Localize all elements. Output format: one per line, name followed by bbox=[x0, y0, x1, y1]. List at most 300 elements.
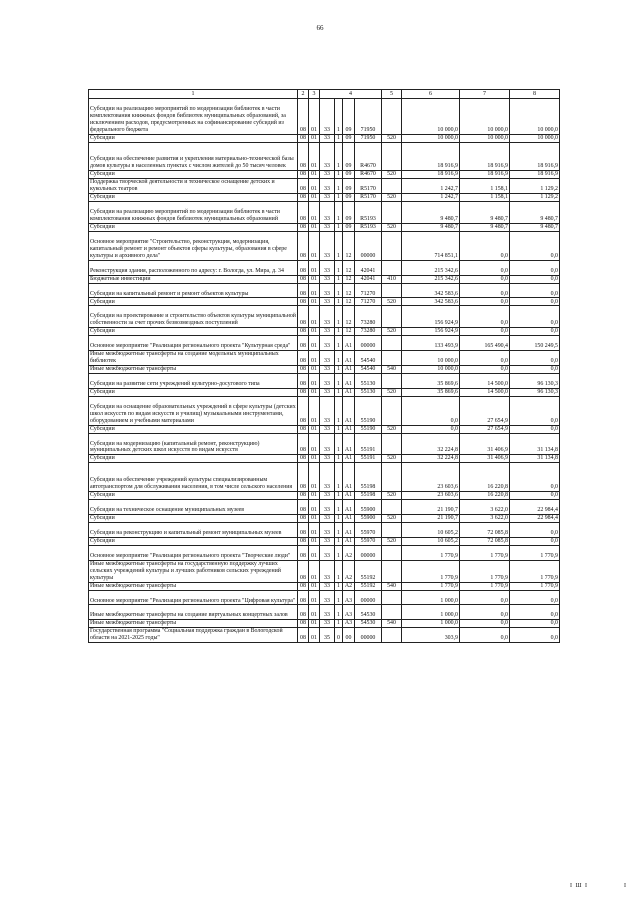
row-name-cell: Субсидии bbox=[89, 455, 298, 463]
row-value-cell: 18 916,9 bbox=[402, 142, 460, 171]
row-value-cell: 08 bbox=[298, 396, 309, 425]
row-value-cell: 540 bbox=[382, 620, 402, 628]
row-name-cell: Субсидии на реконструкцию и капитальный ремонт муниципальных музеев bbox=[89, 522, 298, 537]
row-value-cell: 55130 bbox=[355, 388, 382, 396]
row-value-cell: 1 bbox=[335, 275, 343, 283]
row-value-cell: 33 bbox=[320, 522, 335, 537]
row-value-cell: 0,0 bbox=[510, 328, 560, 336]
row-value-cell: A1 bbox=[343, 336, 355, 351]
row-value-cell: 08 bbox=[298, 463, 309, 492]
row-value-cell: 35 869,6 bbox=[402, 374, 460, 389]
row-value-cell: 1 bbox=[335, 620, 343, 628]
row-value-cell bbox=[382, 260, 402, 275]
row-value-cell: 342 583,6 bbox=[402, 283, 460, 298]
row-value-cell: 73280 bbox=[355, 306, 382, 328]
row-value-cell: 33 bbox=[320, 223, 335, 231]
row-value-cell: 01 bbox=[309, 231, 320, 260]
row-value-cell: 55190 bbox=[355, 396, 382, 425]
row-value-cell: 09 bbox=[343, 202, 355, 224]
row-value-cell: 31 406,9 bbox=[460, 433, 510, 455]
row-value-cell: A1 bbox=[343, 492, 355, 500]
row-value-cell bbox=[382, 231, 402, 260]
row-value-cell: A1 bbox=[343, 388, 355, 396]
row-value-cell: 09 bbox=[343, 134, 355, 142]
row-value-cell: 1 129,2 bbox=[510, 194, 560, 202]
row-value-cell: 1 bbox=[335, 179, 343, 194]
row-value-cell: 42041 bbox=[355, 260, 382, 275]
row-value-cell: 33 bbox=[320, 231, 335, 260]
row-value-cell: 09 bbox=[343, 194, 355, 202]
row-value-cell: 31 134,8 bbox=[510, 455, 560, 463]
row-value-cell: 08 bbox=[298, 522, 309, 537]
row-value-cell: 0,0 bbox=[510, 351, 560, 366]
row-value-cell: 1 bbox=[335, 366, 343, 374]
row-value-cell: 01 bbox=[309, 134, 320, 142]
row-value-cell: 33 bbox=[320, 283, 335, 298]
row-value-cell: 55191 bbox=[355, 433, 382, 455]
row-value-cell: R5170 bbox=[355, 179, 382, 194]
table-row bbox=[89, 522, 560, 537]
row-value-cell: 0,0 bbox=[510, 366, 560, 374]
row-value-cell: 54530 bbox=[355, 605, 382, 620]
row-value-cell: 01 bbox=[309, 171, 320, 179]
row-value-cell: 1 770,9 bbox=[460, 560, 510, 582]
row-value-cell: 01 bbox=[309, 223, 320, 231]
row-value-cell: 1 bbox=[335, 492, 343, 500]
row-value-cell: 0,0 bbox=[510, 605, 560, 620]
row-value-cell: 1 158,1 bbox=[460, 179, 510, 194]
row-value-cell: 08 bbox=[298, 628, 309, 643]
header-cell: 3 bbox=[309, 90, 320, 99]
row-value-cell: 01 bbox=[309, 582, 320, 590]
row-value-cell: 33 bbox=[320, 492, 335, 500]
row-value-cell: R4670 bbox=[355, 142, 382, 171]
row-value-cell: 33 bbox=[320, 560, 335, 582]
row-name-cell: Субсидии bbox=[89, 134, 298, 142]
row-value-cell: 520 bbox=[382, 537, 402, 545]
row-value-cell: 520 bbox=[382, 388, 402, 396]
table-row bbox=[89, 582, 560, 590]
row-value-cell: 0,0 bbox=[510, 298, 560, 306]
row-value-cell bbox=[382, 306, 402, 328]
row-value-cell: 22 984,4 bbox=[510, 514, 560, 522]
row-value-cell: 42041 bbox=[355, 275, 382, 283]
row-value-cell: 1 bbox=[335, 545, 343, 560]
row-value-cell: 08 bbox=[298, 171, 309, 179]
row-value-cell: 18 916,9 bbox=[402, 171, 460, 179]
row-value-cell: 9 480,7 bbox=[460, 202, 510, 224]
table-row bbox=[89, 328, 560, 336]
table-row bbox=[89, 194, 560, 202]
row-name-cell: Иные межбюджетные трансферты bbox=[89, 582, 298, 590]
row-value-cell: 520 bbox=[382, 328, 402, 336]
row-value-cell: 156 924,9 bbox=[402, 328, 460, 336]
row-value-cell: A1 bbox=[343, 522, 355, 537]
row-value-cell: 08 bbox=[298, 590, 309, 605]
row-value-cell: 1 bbox=[335, 522, 343, 537]
row-value-cell: 1 bbox=[335, 223, 343, 231]
row-value-cell: 33 bbox=[320, 194, 335, 202]
table-row bbox=[89, 433, 560, 455]
row-value-cell: 01 bbox=[309, 142, 320, 171]
row-value-cell: 1 bbox=[335, 425, 343, 433]
row-name-cell: Поддержка творческой деятельности и техническое оснащение детских и кукольных театров bbox=[89, 179, 298, 194]
row-value-cell: 33 bbox=[320, 171, 335, 179]
row-value-cell: 1 bbox=[335, 298, 343, 306]
row-value-cell: 9 480,7 bbox=[402, 223, 460, 231]
row-value-cell: 1 bbox=[335, 582, 343, 590]
row-value-cell: 1 bbox=[335, 142, 343, 171]
row-value-cell: 08 bbox=[298, 545, 309, 560]
row-value-cell: 33 bbox=[320, 388, 335, 396]
row-value-cell: 0,0 bbox=[460, 260, 510, 275]
row-value-cell: 55192 bbox=[355, 560, 382, 582]
table-row bbox=[89, 463, 560, 492]
row-value-cell: 0,0 bbox=[510, 492, 560, 500]
row-value-cell: 0,0 bbox=[460, 628, 510, 643]
row-value-cell: 0,0 bbox=[510, 425, 560, 433]
row-value-cell: 01 bbox=[309, 366, 320, 374]
row-value-cell: 0,0 bbox=[460, 298, 510, 306]
row-value-cell bbox=[382, 351, 402, 366]
row-value-cell: 215 342,6 bbox=[402, 260, 460, 275]
row-value-cell: 33 bbox=[320, 514, 335, 522]
header-cell: 7 bbox=[460, 90, 510, 99]
row-value-cell: 0,0 bbox=[510, 260, 560, 275]
row-value-cell: 32 224,8 bbox=[402, 455, 460, 463]
row-value-cell: R5193 bbox=[355, 202, 382, 224]
row-value-cell: 08 bbox=[298, 605, 309, 620]
row-value-cell bbox=[382, 202, 402, 224]
table-row bbox=[89, 275, 560, 283]
table-row bbox=[89, 537, 560, 545]
row-value-cell: 12 bbox=[343, 283, 355, 298]
row-value-cell: 08 bbox=[298, 179, 309, 194]
row-value-cell: 0,0 bbox=[510, 396, 560, 425]
table-row bbox=[89, 366, 560, 374]
row-value-cell: 33 bbox=[320, 374, 335, 389]
row-value-cell bbox=[382, 433, 402, 455]
row-value-cell: 01 bbox=[309, 283, 320, 298]
row-value-cell: 55192 bbox=[355, 582, 382, 590]
row-value-cell bbox=[382, 590, 402, 605]
row-value-cell: 0,0 bbox=[460, 231, 510, 260]
row-value-cell: 1 bbox=[335, 171, 343, 179]
row-value-cell: 08 bbox=[298, 560, 309, 582]
row-value-cell bbox=[382, 396, 402, 425]
row-value-cell: 133 493,9 bbox=[402, 336, 460, 351]
header-cell: 2 bbox=[298, 90, 309, 99]
row-value-cell: 33 bbox=[320, 351, 335, 366]
row-value-cell: 520 bbox=[382, 171, 402, 179]
row-value-cell: 0,0 bbox=[510, 283, 560, 298]
row-value-cell: 01 bbox=[309, 306, 320, 328]
row-value-cell: A1 bbox=[343, 396, 355, 425]
row-value-cell: 14 500,0 bbox=[460, 374, 510, 389]
budget-table bbox=[88, 89, 560, 643]
row-value-cell: 27 654,9 bbox=[460, 425, 510, 433]
row-value-cell: 1 bbox=[335, 374, 343, 389]
row-value-cell: 09 bbox=[343, 223, 355, 231]
row-value-cell: 16 220,8 bbox=[460, 492, 510, 500]
row-value-cell: 55198 bbox=[355, 492, 382, 500]
row-value-cell: 54540 bbox=[355, 351, 382, 366]
row-value-cell: 1 bbox=[335, 336, 343, 351]
header-row bbox=[89, 90, 560, 99]
row-value-cell: 1 158,1 bbox=[460, 194, 510, 202]
row-value-cell: 0,0 bbox=[460, 605, 510, 620]
row-value-cell: 12 bbox=[343, 231, 355, 260]
row-value-cell: 0,0 bbox=[510, 620, 560, 628]
row-value-cell: 0,0 bbox=[510, 306, 560, 328]
row-value-cell: 1 bbox=[335, 463, 343, 492]
row-value-cell: 08 bbox=[298, 260, 309, 275]
row-value-cell: 1 770,9 bbox=[460, 545, 510, 560]
row-value-cell: 9 480,7 bbox=[510, 223, 560, 231]
row-name-cell: Субсидии на обеспечение учреждений культуры специализированным автотранспортом для обслуживания населения, в том числе сельского населения bbox=[89, 463, 298, 492]
row-name-cell: Субсидии на проектирование и строительство объектов культуры муниципальной собственности за счет прочих безвозмездных поступлений bbox=[89, 306, 298, 328]
row-value-cell: 520 bbox=[382, 223, 402, 231]
row-value-cell: 54540 bbox=[355, 366, 382, 374]
row-value-cell: 33 bbox=[320, 366, 335, 374]
table-row bbox=[89, 283, 560, 298]
row-value-cell: 12 bbox=[343, 260, 355, 275]
row-value-cell: 08 bbox=[298, 202, 309, 224]
table-row bbox=[89, 388, 560, 396]
table-row bbox=[89, 306, 560, 328]
row-value-cell: R4670 bbox=[355, 171, 382, 179]
row-value-cell: 10 000,0 bbox=[510, 99, 560, 135]
row-value-cell: A1 bbox=[343, 374, 355, 389]
row-value-cell: 01 bbox=[309, 500, 320, 515]
row-value-cell bbox=[382, 179, 402, 194]
row-value-cell: A3 bbox=[343, 620, 355, 628]
row-value-cell: 08 bbox=[298, 134, 309, 142]
row-value-cell bbox=[382, 336, 402, 351]
row-value-cell: 23 603,6 bbox=[402, 492, 460, 500]
row-value-cell: 215 342,6 bbox=[402, 275, 460, 283]
row-value-cell: 33 bbox=[320, 545, 335, 560]
row-value-cell: 0,0 bbox=[402, 396, 460, 425]
row-value-cell: 10 000,0 bbox=[510, 134, 560, 142]
row-value-cell: 01 bbox=[309, 455, 320, 463]
row-value-cell: 01 bbox=[309, 202, 320, 224]
row-name-cell: Субсидии на обеспечение развития и укрепления материально-технической базы домов культуры в населенных пунктах с числом жителей до 50 тысяч человек bbox=[89, 142, 298, 171]
row-value-cell: 01 bbox=[309, 374, 320, 389]
row-value-cell: 08 bbox=[298, 142, 309, 171]
row-value-cell bbox=[382, 500, 402, 515]
row-name-cell: Основное мероприятие "Реализация регионального проекта "Творческие люди" bbox=[89, 545, 298, 560]
row-value-cell: 31 134,8 bbox=[510, 433, 560, 455]
row-value-cell: 540 bbox=[382, 582, 402, 590]
row-value-cell: 33 bbox=[320, 463, 335, 492]
row-value-cell: 08 bbox=[298, 582, 309, 590]
row-value-cell: 09 bbox=[343, 171, 355, 179]
row-value-cell: 1 bbox=[335, 194, 343, 202]
row-name-cell: Субсидии bbox=[89, 298, 298, 306]
header-cell: 4 bbox=[320, 90, 382, 99]
row-value-cell: 55191 bbox=[355, 455, 382, 463]
row-value-cell: 00000 bbox=[355, 545, 382, 560]
row-value-cell: 08 bbox=[298, 336, 309, 351]
row-value-cell: 01 bbox=[309, 605, 320, 620]
row-value-cell: 01 bbox=[309, 260, 320, 275]
table-row bbox=[89, 134, 560, 142]
row-value-cell: 72 085,8 bbox=[460, 537, 510, 545]
row-value-cell: 0 bbox=[335, 628, 343, 643]
row-value-cell: 71950 bbox=[355, 99, 382, 135]
row-value-cell: 520 bbox=[382, 194, 402, 202]
row-value-cell: 08 bbox=[298, 374, 309, 389]
row-value-cell: 33 bbox=[320, 298, 335, 306]
row-value-cell: 08 bbox=[298, 231, 309, 260]
row-name-cell: Государственная программа "Социальная поддержка граждан в Вологодской области на 2021-2025 годы" bbox=[89, 628, 298, 643]
row-value-cell: 09 bbox=[343, 99, 355, 135]
row-value-cell: 520 bbox=[382, 455, 402, 463]
table-row bbox=[89, 396, 560, 425]
row-value-cell: 35 869,6 bbox=[402, 388, 460, 396]
row-name-cell: Субсидии на оснащение образовательных учреждений в сфере культуры (детских школ искусств по видам искусств и училищ) музыкальными инструментами, оборудованием и учебными материалами bbox=[89, 396, 298, 425]
row-value-cell: 0,0 bbox=[460, 590, 510, 605]
row-value-cell: 01 bbox=[309, 514, 320, 522]
row-value-cell: 10 000,0 bbox=[460, 99, 510, 135]
table-row bbox=[89, 514, 560, 522]
row-value-cell: 21 190,7 bbox=[402, 500, 460, 515]
row-value-cell bbox=[382, 522, 402, 537]
table-row bbox=[89, 500, 560, 515]
row-value-cell: A2 bbox=[343, 560, 355, 582]
row-value-cell: 08 bbox=[298, 620, 309, 628]
row-value-cell: 150 249,5 bbox=[510, 336, 560, 351]
header-cell: 6 bbox=[402, 90, 460, 99]
table-row bbox=[89, 545, 560, 560]
row-value-cell: 33 bbox=[320, 336, 335, 351]
table-row bbox=[89, 202, 560, 224]
row-value-cell: 33 bbox=[320, 179, 335, 194]
row-value-cell: 08 bbox=[298, 223, 309, 231]
row-value-cell: 00000 bbox=[355, 590, 382, 605]
row-value-cell: 33 bbox=[320, 328, 335, 336]
row-value-cell: 0,0 bbox=[460, 283, 510, 298]
row-value-cell: 33 bbox=[320, 433, 335, 455]
row-value-cell: A1 bbox=[343, 366, 355, 374]
row-value-cell: 303,9 bbox=[402, 628, 460, 643]
row-value-cell: 18 916,9 bbox=[460, 142, 510, 171]
row-name-cell: Основное мероприятие "Реализация регионального проекта "Цифровая культура" bbox=[89, 590, 298, 605]
row-name-cell: Бюджетные инвестиции bbox=[89, 275, 298, 283]
row-value-cell: 10 000,0 bbox=[402, 366, 460, 374]
row-value-cell: 1 bbox=[335, 231, 343, 260]
row-value-cell: 01 bbox=[309, 328, 320, 336]
row-value-cell: 33 bbox=[320, 605, 335, 620]
row-value-cell: 18 916,9 bbox=[460, 171, 510, 179]
row-value-cell: 10 000,0 bbox=[402, 351, 460, 366]
row-value-cell: 01 bbox=[309, 433, 320, 455]
row-value-cell: 00 bbox=[343, 628, 355, 643]
row-value-cell: A3 bbox=[343, 605, 355, 620]
row-value-cell: 520 bbox=[382, 492, 402, 500]
row-value-cell: 01 bbox=[309, 336, 320, 351]
table-row bbox=[89, 171, 560, 179]
row-name-cell: Основное мероприятие "Строительство, реконструкция, модернизация, капитальный ремонт и ремонт объектов сферы культуры, образования в сфере культуры и архивного дела" bbox=[89, 231, 298, 260]
row-value-cell: A1 bbox=[343, 463, 355, 492]
row-value-cell: 9 480,7 bbox=[510, 202, 560, 224]
row-value-cell: 01 bbox=[309, 522, 320, 537]
row-value-cell: R5193 bbox=[355, 223, 382, 231]
row-value-cell: 1 bbox=[335, 514, 343, 522]
row-value-cell: 09 bbox=[343, 179, 355, 194]
row-value-cell: 33 bbox=[320, 275, 335, 283]
row-value-cell: A1 bbox=[343, 514, 355, 522]
row-value-cell: 01 bbox=[309, 298, 320, 306]
row-value-cell bbox=[382, 628, 402, 643]
row-value-cell: 01 bbox=[309, 396, 320, 425]
row-value-cell: 01 bbox=[309, 194, 320, 202]
row-value-cell: 0,0 bbox=[402, 425, 460, 433]
row-value-cell: 12 bbox=[343, 328, 355, 336]
row-value-cell: 1 770,9 bbox=[510, 545, 560, 560]
row-value-cell bbox=[382, 283, 402, 298]
row-value-cell: 0,0 bbox=[460, 620, 510, 628]
row-value-cell: R5170 bbox=[355, 194, 382, 202]
row-value-cell: 0,0 bbox=[460, 351, 510, 366]
row-value-cell: 714 851,1 bbox=[402, 231, 460, 260]
row-value-cell: 0,0 bbox=[460, 275, 510, 283]
row-value-cell: 01 bbox=[309, 590, 320, 605]
row-value-cell: 33 bbox=[320, 590, 335, 605]
row-value-cell: 08 bbox=[298, 500, 309, 515]
row-value-cell: 0,0 bbox=[460, 328, 510, 336]
row-value-cell bbox=[382, 99, 402, 135]
row-value-cell: 08 bbox=[298, 99, 309, 135]
row-name-cell: Субсидии bbox=[89, 388, 298, 396]
row-value-cell: 1 bbox=[335, 306, 343, 328]
row-value-cell: 01 bbox=[309, 492, 320, 500]
row-value-cell: 520 bbox=[382, 298, 402, 306]
row-value-cell bbox=[382, 374, 402, 389]
row-value-cell: 55970 bbox=[355, 522, 382, 537]
row-value-cell: 08 bbox=[298, 366, 309, 374]
row-value-cell: 1 770,9 bbox=[402, 582, 460, 590]
row-name-cell: Иные межбюджетные трансферты bbox=[89, 620, 298, 628]
row-name-cell: Субсидии на реализацию мероприятий по модернизации библиотек в части комплектования книжных фондов библиотек муниципальных образований, за исключением расходов, предусмотренных на софинансирование субсидий из федерального бюджета bbox=[89, 99, 298, 135]
header-cell: 1 bbox=[89, 90, 298, 99]
row-value-cell: 1 bbox=[335, 283, 343, 298]
row-value-cell: 08 bbox=[298, 283, 309, 298]
row-value-cell: 16 220,8 bbox=[460, 463, 510, 492]
row-value-cell: 08 bbox=[298, 194, 309, 202]
row-value-cell: 33 bbox=[320, 620, 335, 628]
table-row bbox=[89, 231, 560, 260]
table-row bbox=[89, 628, 560, 643]
row-value-cell: 08 bbox=[298, 537, 309, 545]
row-value-cell: 10 605,2 bbox=[402, 522, 460, 537]
row-value-cell: 3 622,0 bbox=[460, 500, 510, 515]
row-value-cell: 33 bbox=[320, 582, 335, 590]
row-value-cell: 01 bbox=[309, 425, 320, 433]
row-value-cell: 1 129,2 bbox=[510, 179, 560, 194]
row-value-cell: 10 000,0 bbox=[460, 134, 510, 142]
row-value-cell: 33 bbox=[320, 99, 335, 135]
table-row bbox=[89, 298, 560, 306]
row-value-cell: 520 bbox=[382, 134, 402, 142]
row-value-cell: 0,0 bbox=[510, 537, 560, 545]
row-name-cell: Субсидии bbox=[89, 223, 298, 231]
row-value-cell: 01 bbox=[309, 179, 320, 194]
row-value-cell: 00000 bbox=[355, 628, 382, 643]
row-value-cell: 0,0 bbox=[510, 590, 560, 605]
row-value-cell: A3 bbox=[343, 590, 355, 605]
